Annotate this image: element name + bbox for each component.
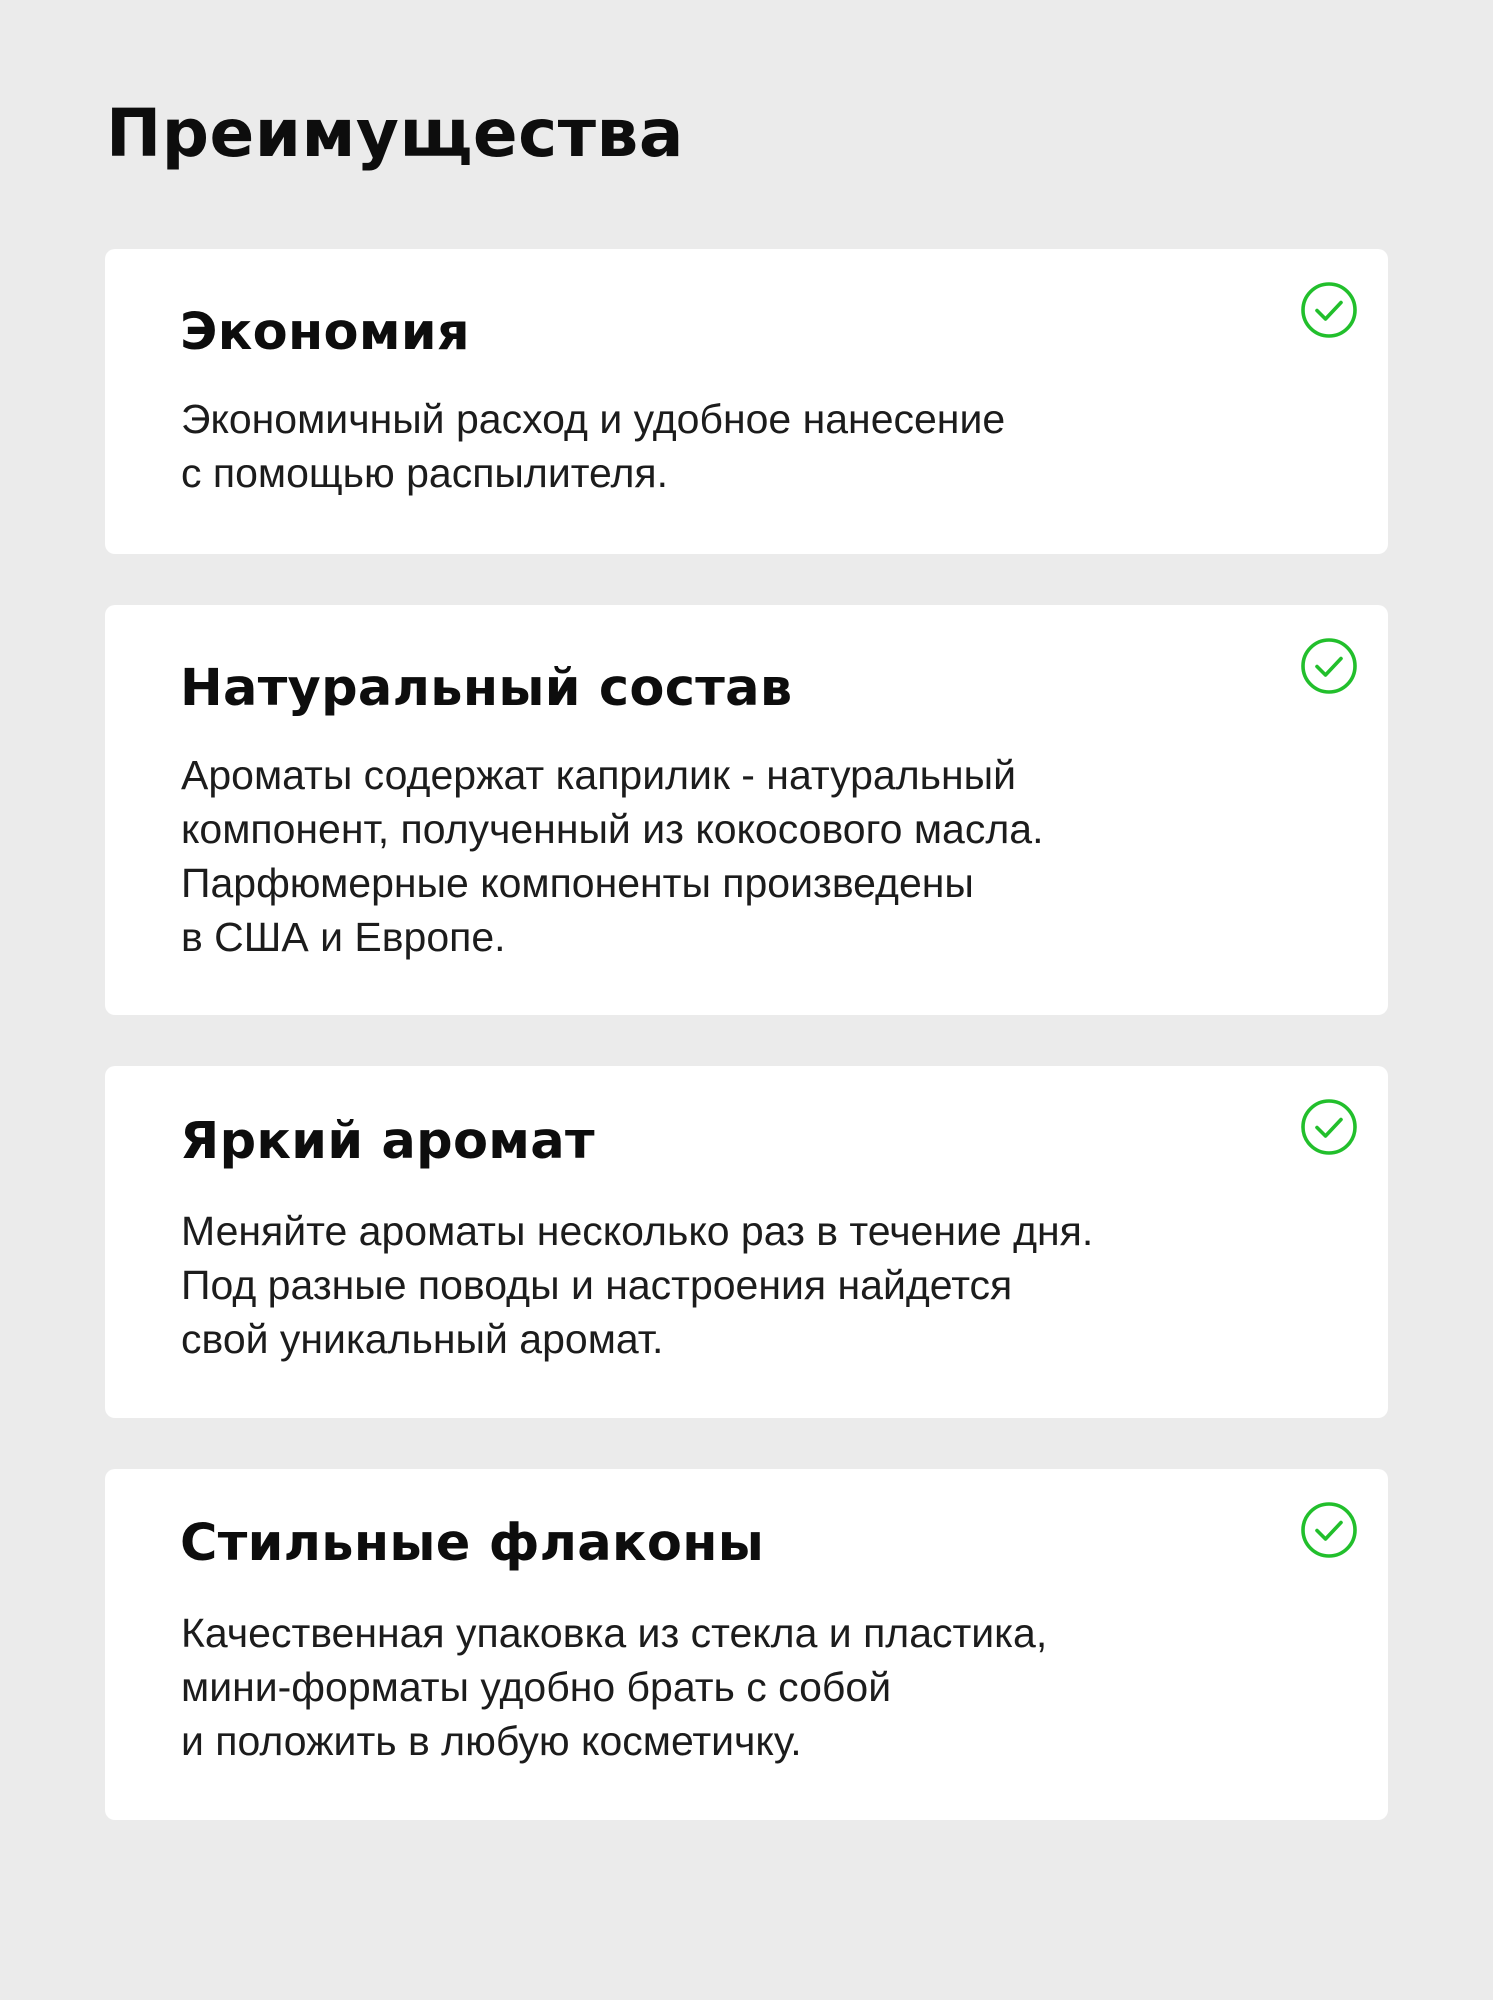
card-description <box>181 1606 1047 1768</box>
card-title: Яркий аромат <box>180 1112 595 1171</box>
advantage-card-natural-composition <box>105 605 1388 1015</box>
check-circle-icon <box>1300 1501 1358 1559</box>
advantage-card-bright-aroma <box>105 1066 1388 1418</box>
card-description <box>181 748 1043 964</box>
card-description-line: в США и Европе. <box>181 914 506 960</box>
card-description-line: с помощью распылителя. <box>181 450 668 496</box>
card-description-line: компонент, полученный из кокосового масла. <box>181 806 1044 852</box>
card-title: Стильные флаконы <box>180 1514 765 1573</box>
check-circle-icon <box>1300 637 1358 695</box>
card-description-line: Экономичный расход и удобное нанесение <box>181 396 1006 442</box>
advantage-card-economy <box>105 249 1388 554</box>
card-description-line: Ароматы содержат каприлик - натуральный <box>181 752 1017 798</box>
card-description-line: свой уникальный аромат. <box>181 1316 664 1362</box>
card-description-line: мини-форматы удобно брать с собой <box>181 1664 892 1710</box>
check-circle-icon <box>1300 1098 1358 1156</box>
card-description-line: Парфюмерные компоненты произведены <box>181 860 974 906</box>
card-description <box>181 1204 1093 1366</box>
card-description <box>181 392 1005 500</box>
page-title: Преимущества <box>106 95 684 172</box>
card-description-line: и положить в любую косметичку. <box>181 1718 802 1764</box>
card-title: Экономия <box>180 303 470 362</box>
card-description-line: Качественная упаковка из стекла и пластика, <box>181 1610 1048 1656</box>
card-description-line: Меняйте ароматы несколько раз в течение дня. <box>181 1208 1094 1254</box>
advantage-card-stylish-bottles <box>105 1469 1388 1820</box>
card-title: Натуральный состав <box>180 659 793 718</box>
card-description-line: Под разные поводы и настроения найдется <box>181 1262 1013 1308</box>
check-circle-icon <box>1300 281 1358 339</box>
